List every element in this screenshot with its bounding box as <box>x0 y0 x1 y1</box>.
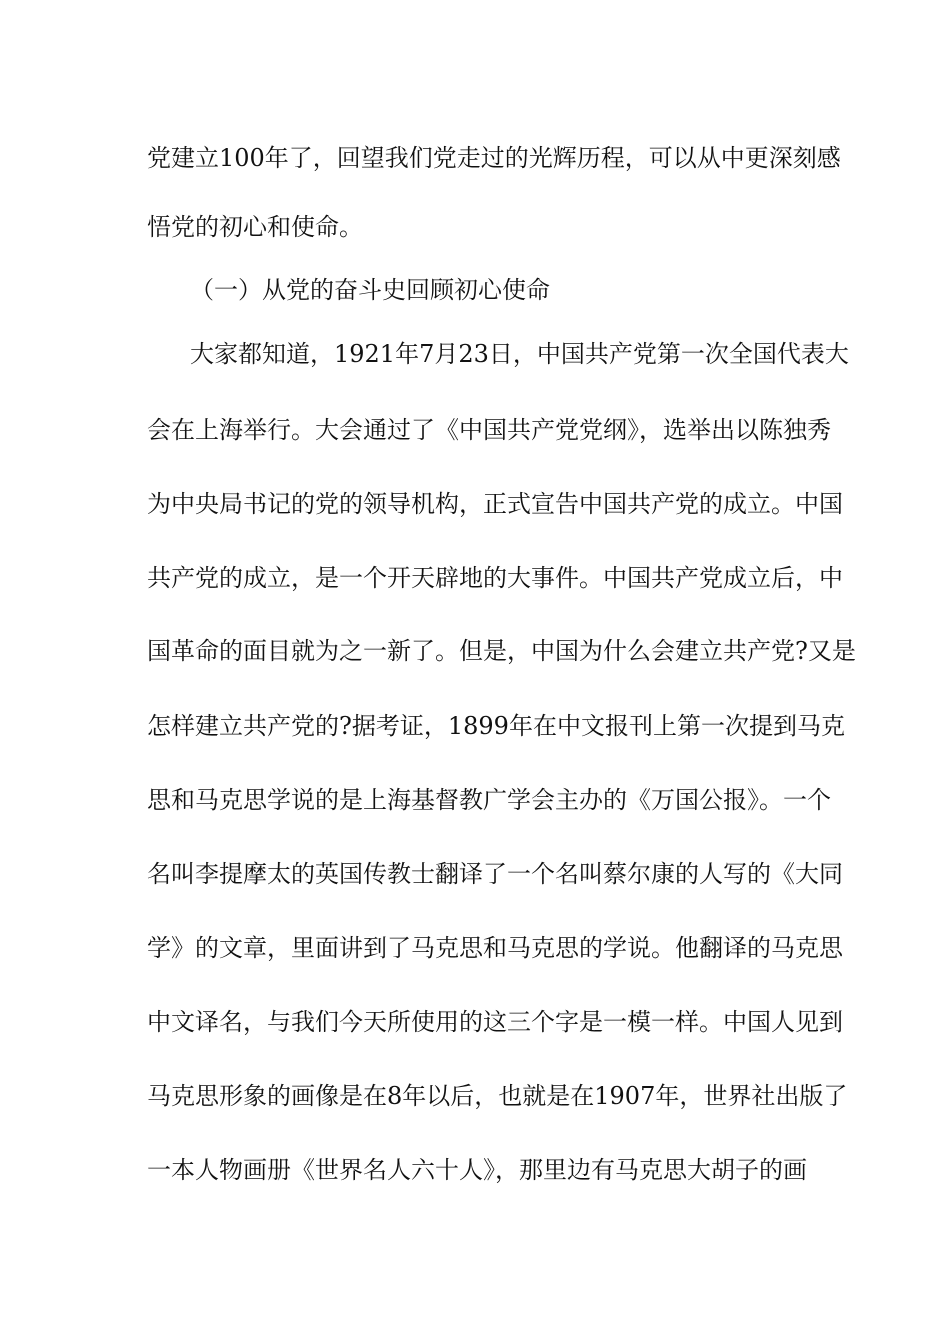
text-line: 悟党的初心和使命。 <box>147 213 363 241</box>
text-line: 会在上海举行。大会通过了《中国共产党党纲》，选举出以陈独秀 <box>147 416 831 444</box>
text-line: 一本人物画册《世界名人六十人》，那里边有马克思大胡子的画 <box>147 1156 807 1184</box>
text-line: 共产党的成立，是一个开天辟地的大事件。中国共产党成立后，中 <box>147 564 843 592</box>
text-line: 思和马克思学说的是上海基督教广学会主办的《万国公报》。一个 <box>147 786 831 814</box>
section-heading: （一）从党的奋斗史回顾初心使命 <box>190 276 550 304</box>
text-line: 党建立100年了，回望我们党走过的光辉历程，可以从中更深刻感 <box>147 144 841 172</box>
text-line: 学》的文章，里面讲到了马克思和马克思的学说。他翻译的马克思 <box>147 934 843 962</box>
paragraph-first-line: 大家都知道，1921年7月23日，中国共产党第一次全国代表大 <box>190 340 849 368</box>
text-line: 国革命的面目就为之一新了。但是，中国为什么会建立共产党?又是 <box>147 637 856 665</box>
text-line: 中文译名，与我们今天所使用的这三个字是一模一样。中国人见到 <box>147 1008 843 1036</box>
text-line: 为中央局书记的党的领导机构，正式宣告中国共产党的成立。中国 <box>147 490 843 518</box>
text-line: 名叫李提摩太的英国传教士翻译了一个名叫蔡尔康的人写的《大同 <box>147 860 843 888</box>
text-line: 马克思形象的画像是在8年以后，也就是在1907年，世界社出版了 <box>147 1082 848 1110</box>
text-line: 怎样建立共产党的?据考证，1899年在中文报刊上第一次提到马克 <box>147 712 845 740</box>
